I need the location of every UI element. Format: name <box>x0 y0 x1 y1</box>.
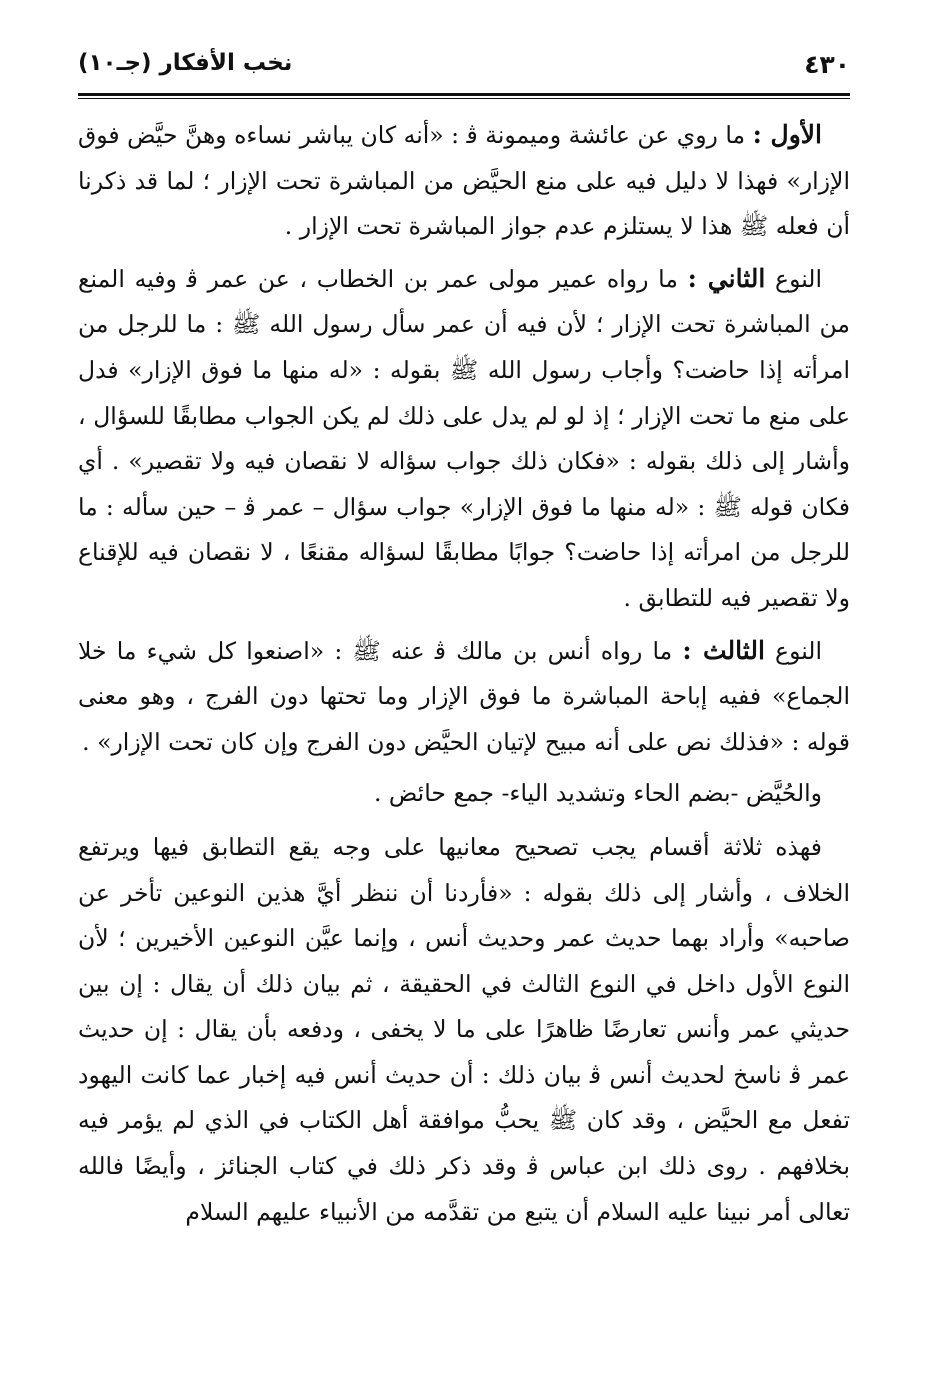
header-rule-thick <box>78 93 850 96</box>
page-header <box>78 48 850 92</box>
header-rule-thin <box>78 98 850 99</box>
running-title: نخب الأفكار (جـ١٠) <box>78 50 293 76</box>
paragraph-text: فهذه ثلاثة أقسام يجب تصحيح معانيها على وجه يقع التطابق فيها ويرتفع الخلاف ، وأشار إلى ذلك بقوله : «فأردنا أن ننظر أيَّ هذين النوعين تأخر عن صاحبه» وأراد بهما حديث عمر وحديث أنس ، وإنما عيَّن النوعين الأخيرين ؛ لأن النوع الأول داخل في النوع الثالث في الحقيقة ، ثم بيان ذلك أن يقال : إن بين حديثي عمر وأنس تعارضًا ظاهرًا على ما لا يخفى ، ودفعه بأن يقال : إن حديث عمر ﭬ ناسخ لحديث أنس ﭬ بيان ذلك : أن حديث أنس فيه إخبار عما كانت اليهود تفعل مع الحيَّض ، وقد كان ﷺ يحبُّ موافقة أهل الكتاب في الذي لم يؤمر فيه بخلافهم . روى ذلك ابن عباس ﭬ وقد ذكر ذلك في كتاب الجنائز ، وأيضًا فالله تعالى أمر نبينا عليه السلام أن يتبع من تقدَّمه من الأنبياء عليهم السلام <box>78 832 850 1226</box>
paragraph-lead: الثالث : <box>682 635 765 665</box>
paragraph-prefix: النوع <box>765 264 822 293</box>
paragraph-reconciliation <box>78 825 850 1235</box>
paragraph-text: والحُيَّض -بضم الحاء وتشديد الياء- جمع حائض . <box>373 779 822 808</box>
paragraph-text: ما رواه عمير مولى عمر بن الخطاب ، عن عمر ﭬ وفيه المنع من المباشرة تحت الإزار ؛ لأن فيه أن عمر سأل رسول الله ﷺ : ما للرجل من امرأته إذا حاضت؟ وأجاب رسول الله ﷺ بقوله : «له منها ما فوق الإزار» فدل على منع ما تحت الإزار ؛ إذ لو لم يدل على ذلك لم يكن الجواب مطابقًا للسؤال ، وأشار إلى ذلك بقوله : «فكان ذلك جواب سؤاله لا نقصان فيه ولا تقصير» . أي فكان قوله ﷺ : «له منها ما فوق الإزار» جواب سؤال – عمر ﭬ – حين سأله : ما للرجل من امرأته إذا حاضت؟ جوابًا مطابقًا لسؤاله مقنعًا ، لا نقصان فيه للإقناع ولا تقصير فيه للتطابق . <box>78 264 850 612</box>
paragraph-definition <box>78 771 850 817</box>
paragraph-second-type <box>78 256 850 622</box>
paragraph-lead: الثاني : <box>687 263 766 293</box>
paragraph-prefix: النوع <box>764 636 822 665</box>
paragraph-third-type <box>78 628 850 766</box>
paragraph-text: ما رواه أنس بن مالك ﭬ عنه ﷺ : «اصنعوا كل شيء ما خلا الجماع» ففيه إباحة المباشرة ما فوق الإزار وما تحتها دون الفرج ، وهو معنى قوله : «فذلك نص على أنه مبيح لإتيان الحيَّض دون الفرج وإن كان تحت الإزار» . <box>78 636 850 756</box>
main-text <box>78 112 850 1241</box>
paragraph-text: ما روي عن عائشة وميمونة ﭬ : «أنه كان يباشر نساءه وهنَّ حيَّض فوق الإزار» فهذا لا دليل فيه على منع الحيَّض من المباشرة تحت الإزار ؛ لما قد ذكرنا أن فعله ﷺ هذا لا يستلزم عدم جواز المباشرة تحت الإزار . <box>78 121 850 241</box>
paragraph-lead: الأول : <box>752 120 822 149</box>
page-number: ٤٣٠ <box>804 50 850 79</box>
paragraph-first-type <box>78 112 850 250</box>
